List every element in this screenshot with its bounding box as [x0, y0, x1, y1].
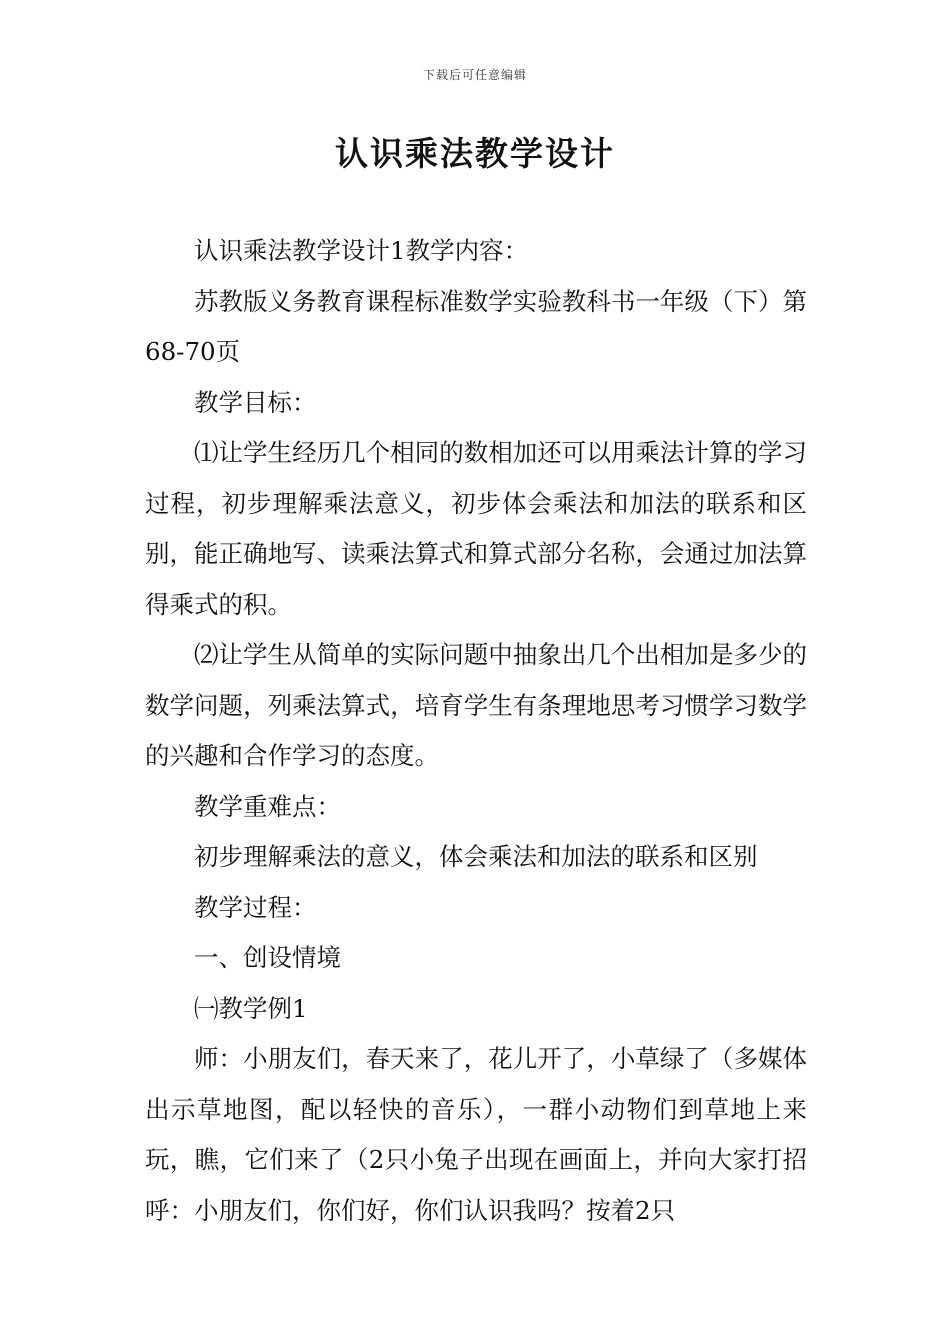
paragraph-section-1: 一、创设情境	[194, 943, 341, 972]
document-title: 认识乘法教学设计	[335, 134, 615, 173]
header-note: 下载后可任意编辑	[422, 68, 527, 82]
paragraph-key-points: 初步理解乘法的意义，体会乘法和加法的联系和区别	[194, 842, 758, 871]
document-body	[145, 226, 807, 1236]
paragraph-goals-heading: 教学目标：	[194, 387, 317, 417]
paragraph-goal-1: ⑴让学生经历几个相同的数相加还可以用乘法计算的学习过程，初步理解乘法意义，初步体会乘法和加法的联系和区别，能正确地写、读乘法算式和算式部分名称，会通过加法算得乘式的积。	[145, 438, 807, 619]
paragraph-intro: 认识乘法教学设计1教学内容：	[194, 236, 529, 265]
paragraph-key-points-heading: 教学重难点：	[194, 791, 341, 821]
paragraph-goal-2: ⑵让学生从简单的实际问题中抽象出几个出相加是多少的数学问题，列乘法算式，培育学生有条理地思考习惯学习数学的兴趣和合作学习的态度。	[145, 640, 807, 770]
paragraph-example-1: ㈠教学例1	[194, 993, 308, 1023]
paragraph-textbook: 苏教版义务教育课程标准数学实验教科书一年级（下）第68-70页	[145, 286, 807, 366]
paragraph-process-heading: 教学过程：	[194, 892, 317, 922]
paragraph-teacher-speech: 师：小朋友们，春天来了，花儿开了，小草绿了（多媒体出示草地图，配以轻快的音乐），一群小动物们到草地上来玩，瞧，它们来了（2只小兔子出现在画面上，并向大家打招呼：小朋友们，你们好，你们认识我吗？按着2只	[145, 1044, 807, 1225]
